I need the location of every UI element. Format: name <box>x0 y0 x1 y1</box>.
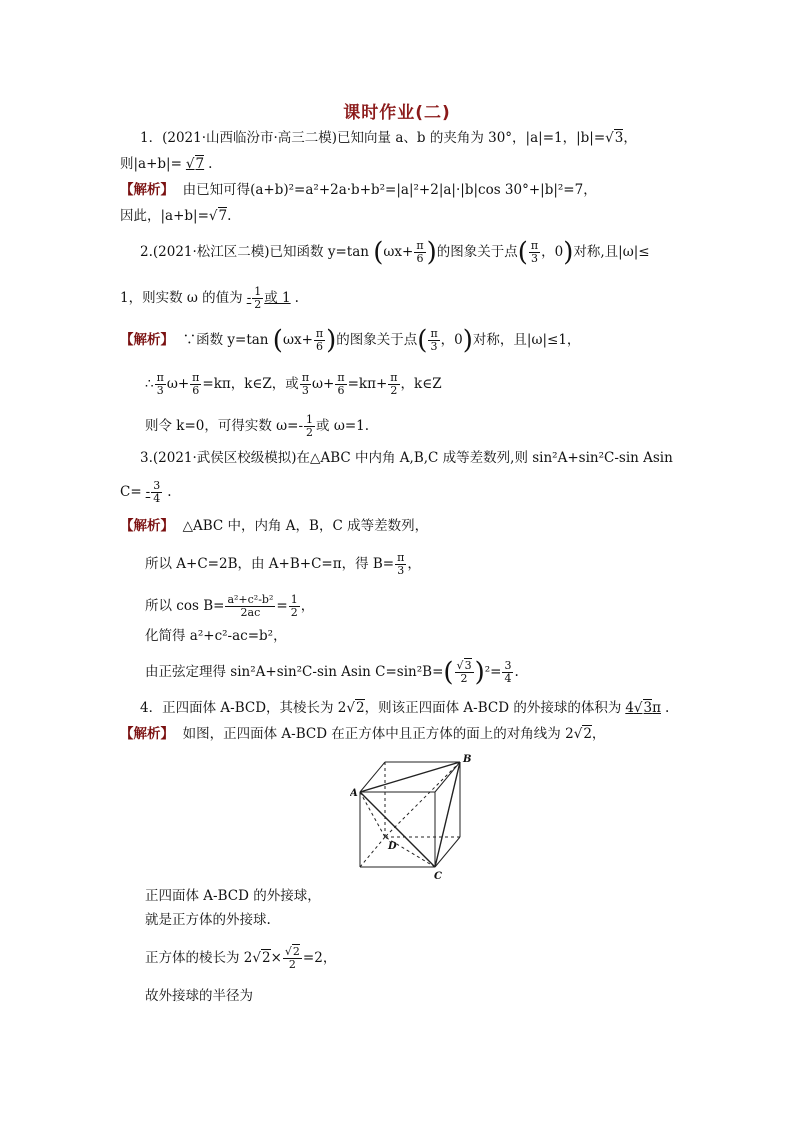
solution-label: 【解析】 <box>120 182 174 198</box>
problem-2-solution-line2: ∴ $\frac{\pi}{3}$ ω+ $\frac{\pi}{6}$ =kπ，k∈Z，或 $\frac{\pi}{3}$ ω+ $\frac{\pi}{6}$ =kπ+ $\frac{\pi}{2}$ ，k∈Z <box>145 371 442 397</box>
problem-1-question: 1．(2021·山西临汾市·高三二模)已知向量 a、b 的夹角为 30°，|a|=1，|b|=√3， <box>140 130 637 146</box>
vertex-label-b: B <box>463 754 472 765</box>
vertex-label-c: C <box>434 871 442 882</box>
problem-4-question: 4．正四面体 A-BCD，其棱长为 2√2，则该正四面体 A-BCD 的外接球的体积为 4√3π . <box>140 700 670 716</box>
cube-tetrahedron-figure <box>350 752 480 882</box>
problem-3-solution: 【解析】 △ABC 中，内角 A，B，C 成等差数列， <box>120 518 429 534</box>
cube-edge <box>360 762 385 792</box>
problem-1-solution-line2: 因此，|a+b|=√7. <box>120 208 232 224</box>
problem-3-solution-line5: 由正弦定理得 sin²A+sin²C-sin Asin C=sin²B=( $\frac{√3}{2}$ )²= $\frac{3}{4}$ . <box>145 657 519 688</box>
vertex-label-a: A <box>350 788 358 799</box>
problem-4-solution-line3: 就是正方体的外接球. <box>145 912 271 928</box>
vertex-label-d: D <box>388 841 397 852</box>
problem-4-solution: 【解析】 如图，正四面体 A-BCD 在正方体中且正方体的面上的对角线为 2√2， <box>120 726 606 742</box>
solution-label: 【解析】 <box>120 726 174 742</box>
problem-1-solution: 【解析】 由已知可得(a+b)²=a²+2a·b+b²=|a|²+2|a|·|b|cos 30°+|b|²=7， <box>120 182 597 198</box>
answer-blank: √7 <box>185 156 205 172</box>
problem-3-solution-line2: 所以 A+C=2B，由 A+B+C=π，得 B= $\frac{\pi}{3}$ ， <box>145 551 421 577</box>
problem-4-solution-line4: 正方体的棱长为 2√2× $\frac{√2}{2}$ =2， <box>145 945 337 971</box>
problem-3-solution-line3: 所以 cos B= $\frac{\text{a²+c²-b²}}{2ac}$ = $\frac{1}{2}$ ， <box>145 593 315 619</box>
page-title: 课时作业(二) <box>343 103 451 123</box>
problem-3-question-line2: C= - $\frac{3}{4}$ . <box>120 479 172 505</box>
problem-4-solution-line2: 正四面体 A-BCD 的外接球， <box>145 888 321 904</box>
answer-blank: 4√3π <box>625 700 661 716</box>
problem-2-question-line2: 1，则实数 ω 的值为 - $\frac{1}{2}$ 或 1 . <box>120 285 299 311</box>
problem-4-solution-line5: 故外接球的半径为 <box>145 988 253 1004</box>
tetra-edge-AD <box>360 792 385 837</box>
solution-label: 【解析】 <box>120 518 174 534</box>
problem-3-solution-line4: 化简得 a²+c²-ac=b²， <box>145 628 287 644</box>
answer-blank: - $\frac{1}{2}$ 或 1 <box>246 285 291 311</box>
problem-2-question: 2.(2021·松江区二模)已知函数 y=tan (ωx+ $\frac{\pi}{6}$ )的图象关于点( $\frac{\pi}{3}$ ，0)对称,且|ω|≤ <box>140 237 650 268</box>
cube-hidden-edge <box>360 837 385 867</box>
problem-2-solution: 【解析】 ∵函数 y=tan (ωx+ $\frac{\pi}{6}$ )的图象关于点( $\frac{\pi}{3}$ ，0)对称，且|ω|≤1， <box>120 325 581 356</box>
solution-label: 【解析】 <box>120 332 174 348</box>
problem-2-solution-line3: 则令 k=0，可得实数 ω=- $\frac{1}{2}$ 或 ω=1. <box>145 413 370 439</box>
tetra-edge-AC <box>360 792 435 867</box>
problem-3-question: 3.(2021·武侯区校级模拟)在△ABC 中内角 A,B,C 成等差数列,则 sin²A+sin²C-sin Asin <box>140 450 673 466</box>
tetra-edge-AB <box>360 762 460 792</box>
problem-1-question-line2: 则|a+b|= √7 . <box>120 156 213 172</box>
answer-blank: - $\frac{3}{4}$ <box>145 479 161 505</box>
